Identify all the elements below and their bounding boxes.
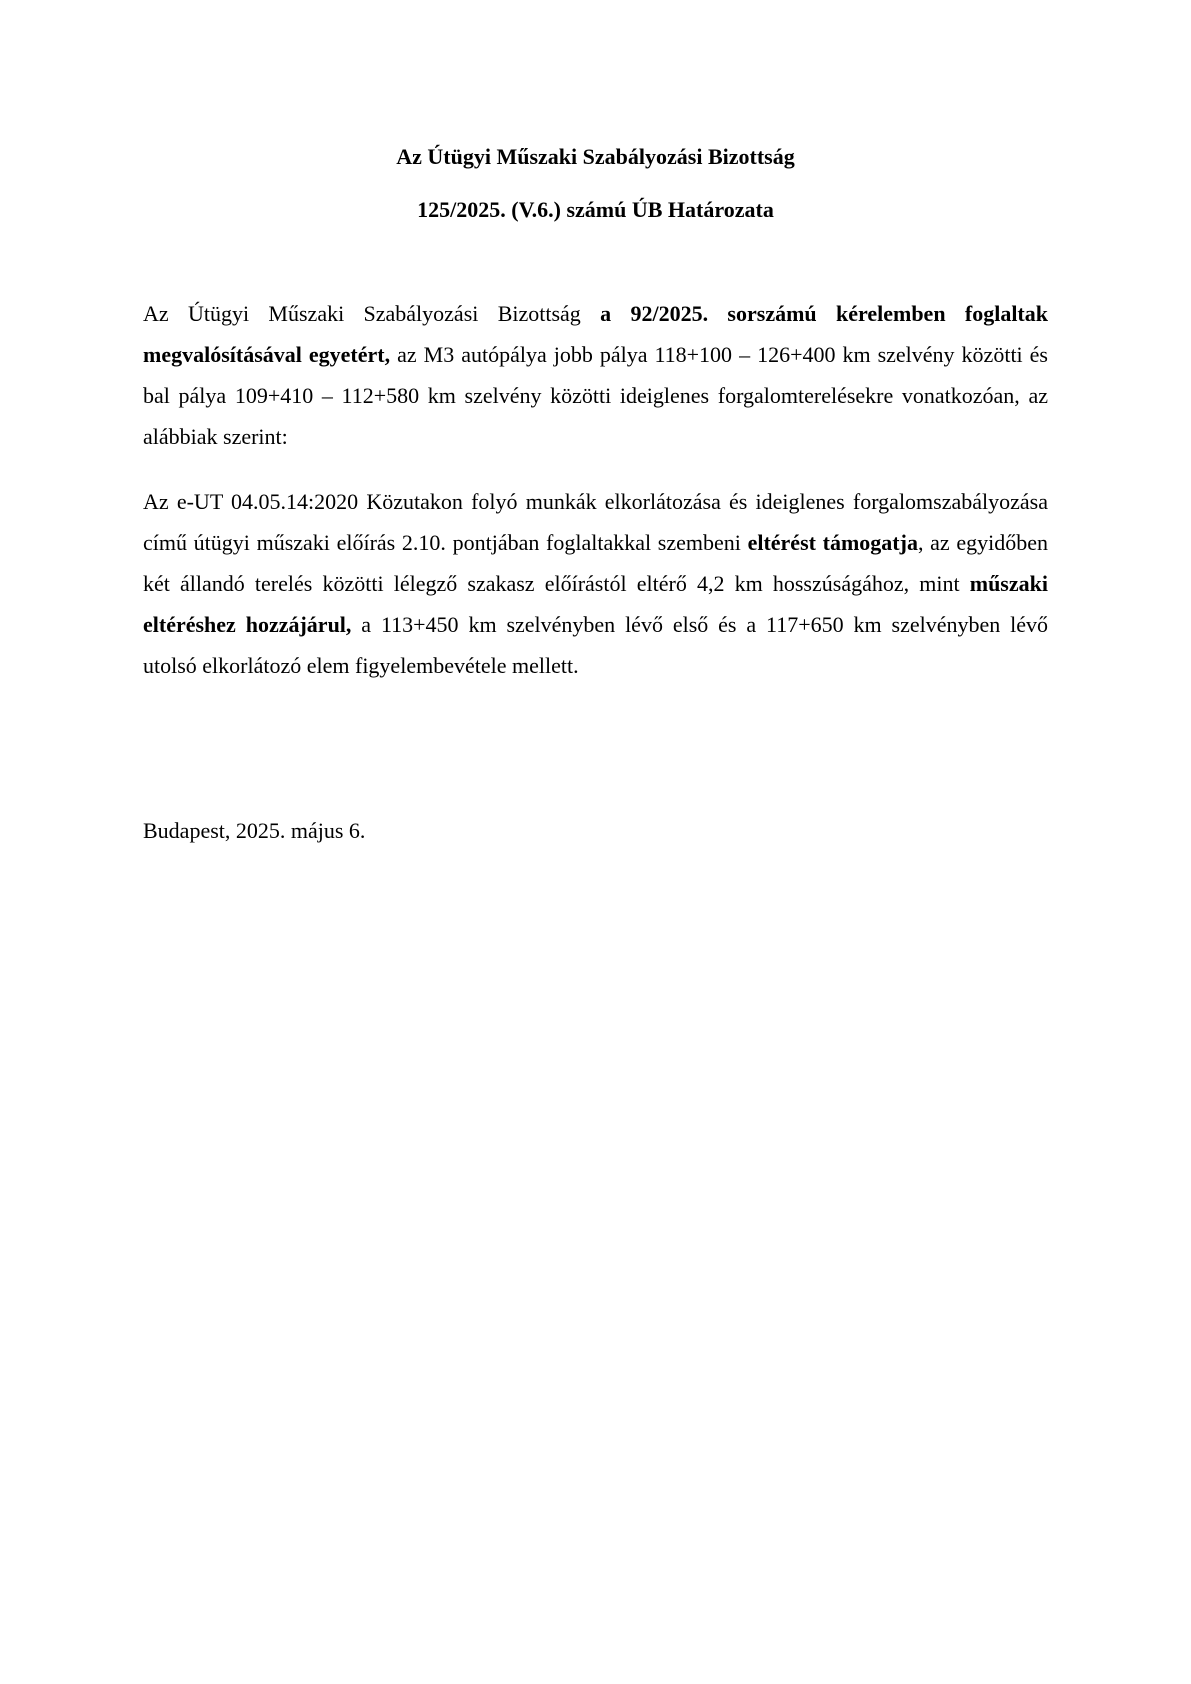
decision-paragraph-2 bbox=[143, 481, 1048, 686]
decision-paragraph-1 bbox=[143, 293, 1048, 457]
paragraph-2-text-2: , az egyidőben két állandó terelés közötti lélegző szakasz előírástól eltérő 4,2 km hosszúságához, mint bbox=[143, 530, 1049, 596]
paragraph-2-bold-text-2: műszaki eltéréshez hozzájárul, bbox=[143, 571, 1048, 637]
paragraph-1-text-1: Az Útügyi Műszaki Szabályozási Bizottság bbox=[143, 301, 601, 326]
paragraph-1-text-2: az M3 autópálya jobb pálya 118+100 – 126+400 km szelvény közötti és bal pálya 109+410 – 112+580 km szelvény közötti ideiglenes forgalomterelésekre vonatkozóan, az alábbiak szerint: bbox=[143, 342, 1048, 449]
paragraph-2-text-1: Az e-UT 04.05.14:2020 Közutakon folyó munkák elkorlátozása és ideiglenes forgalomszabályozása című útügyi műszaki előírás 2.10. pontjában foglaltakkal szembeni bbox=[143, 489, 1048, 555]
paragraph-2-text-3: a 113+450 km szelvényben lévő első és a 117+650 km szelvényben lévő utolsó elkorlátozó elem figyelembevétele mellett. bbox=[143, 612, 1048, 678]
document-title-line-2: 125/2025. (V.6.) számú ÚB Határozata bbox=[417, 197, 774, 222]
paragraph-2-bold-text-1: eltérést támogatja bbox=[747, 530, 918, 555]
document-title-line-1: Az Útügyi Műszaki Szabályozási Bizottság bbox=[396, 144, 795, 169]
place-and-date: Budapest, 2025. május 6. bbox=[143, 818, 366, 843]
paragraph-1-bold-text: a 92/2025. sorszámú kérelemben foglaltak megvalósításával egyetért, bbox=[143, 301, 1048, 367]
